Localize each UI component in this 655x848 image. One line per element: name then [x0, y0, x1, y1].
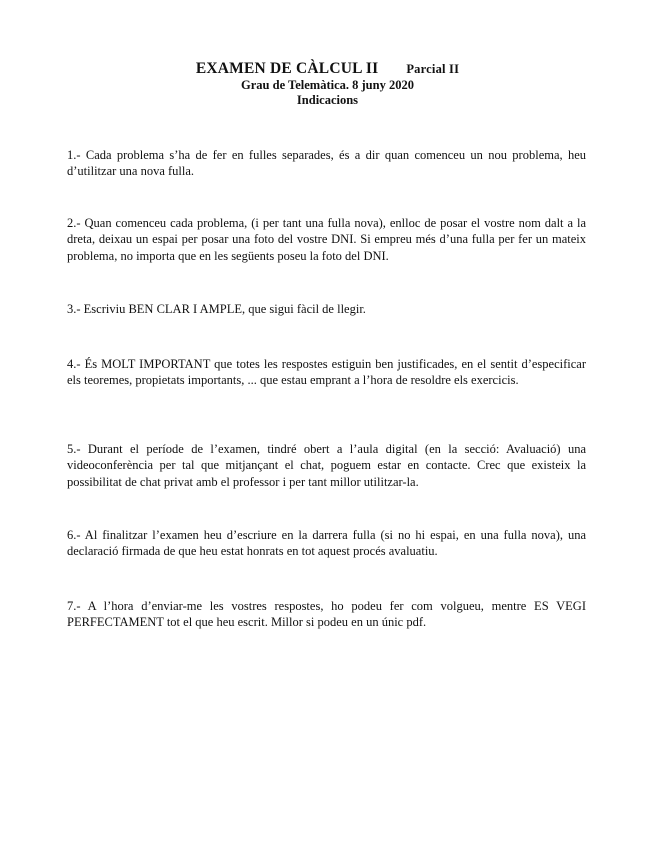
instruction-6: 6.- Al finalitzar l’examen heu d’escriure en la darrera fulla (si no hi espai, en una fulla nova), una declaració firmada de que heu estat honrats en tot aquest procés avaluatiu. [67, 528, 586, 559]
exam-part: Parcial II [406, 62, 460, 76]
instruction-1: 1.- Cada problema s’ha de fer en fulles separades, és a dir quan comenceu un nou problema, heu d’utilitzar una nova fulla. [67, 148, 586, 179]
exam-header [0, 60, 655, 108]
instruction-7: 7.- A l’hora d’enviar-me les vostres respostes, ho podeu fer com volgueu, mentre ES VEGI PERFECTAMENT tot el que heu escrit. Millor si podeu en un únic pdf. [67, 599, 586, 630]
instruction-3: 3.- Escriviu BEN CLAR I AMPLE, que sigui fàcil de llegir. [67, 302, 366, 316]
instruction-5: 5.- Durant el període de l’examen, tindré obert a l’aula digital (en la secció: Avaluació) una videoconferència per tal que mitjançant el chat, poguem estar en contacte. Crec que existeix la possibilitat de chat privat amb el professor i per tant millor utilitzar-la. [67, 442, 586, 489]
instruction-4: 4.- És MOLT IMPORTANT que totes les respostes estiguin ben justificades, en el sentit d’especificar els teoremes, propietats importants, ... que estau emprant a l’hora de resoldre els exercicis. [67, 357, 586, 388]
title-line [0, 60, 655, 78]
section-heading: Indicacions [296, 93, 359, 107]
exam-title: EXAMEN DE CÀLCUL II [195, 60, 379, 77]
exam-subtitle: Grau de Telemàtica. 8 juny 2020 [241, 78, 414, 92]
instruction-2: 2.- Quan comenceu cada problema, (i per tant una fulla nova), enlloc de posar el vostre nom dalt a la dreta, deixau un espai per posar una foto del vostre DNI. Si empreu més d’una fulla per fer un mateix problema, no importa que en les següents poseu la foto del DNI. [67, 216, 586, 263]
